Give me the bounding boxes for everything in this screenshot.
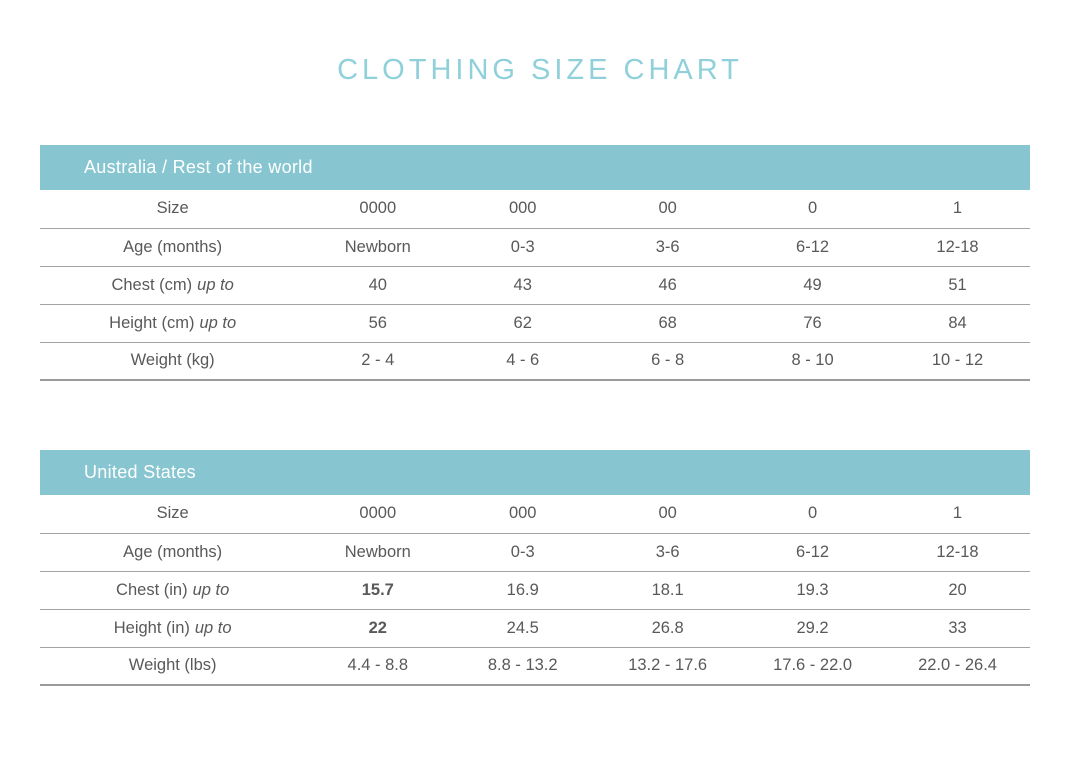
row-label [40, 571, 305, 609]
size-cell: 0000 [305, 190, 450, 228]
size-cell: 29.2 [740, 609, 885, 647]
size-cell: 6 - 8 [595, 342, 740, 380]
size-cell: 33 [885, 609, 1030, 647]
size-cell: 84 [885, 304, 1030, 342]
size-cell: 46 [595, 266, 740, 304]
region-band-united-states [40, 450, 1030, 495]
size-cell: 0-3 [450, 533, 595, 571]
size-cell: 4.4 - 8.8 [305, 647, 450, 685]
size-cell: Newborn [305, 533, 450, 571]
row-label-text: Size [156, 504, 189, 523]
size-cell: 68 [595, 304, 740, 342]
table-row-weight [40, 342, 1030, 380]
region-band-australia [40, 145, 1030, 190]
size-cell: 43 [450, 266, 595, 304]
size-cell: 8.8 - 13.2 [450, 647, 595, 685]
size-cell: 1 [885, 495, 1030, 533]
region-label: Australia / Rest of the world [84, 157, 313, 177]
size-cell: 62 [450, 304, 595, 342]
row-label-text: Chest (in) [116, 580, 188, 599]
size-cell: 56 [305, 304, 450, 342]
size-cell: 18.1 [595, 571, 740, 609]
page-title: CLOTHING SIZE CHART [337, 54, 743, 86]
size-cell: 3-6 [595, 533, 740, 571]
size-cell: 4 - 6 [450, 342, 595, 380]
size-cell: 2 - 4 [305, 342, 450, 380]
size-cell: 00 [595, 495, 740, 533]
size-cell: 0 [740, 495, 885, 533]
size-cell: 13.2 - 17.6 [595, 647, 740, 685]
table-row-size [40, 190, 1030, 228]
row-label-text: Height (in) [113, 618, 190, 637]
size-cell: 22 [305, 609, 450, 647]
table-row-height [40, 304, 1030, 342]
row-label [40, 533, 305, 571]
size-cell: 15.7 [305, 571, 450, 609]
size-cell: 24.5 [450, 609, 595, 647]
size-cell: 12-18 [885, 228, 1030, 266]
row-label-qualifier: up to [194, 618, 232, 637]
size-cell: 19.3 [740, 571, 885, 609]
row-label [40, 609, 305, 647]
row-label [40, 304, 305, 342]
row-label [40, 266, 305, 304]
row-label-qualifier: up to [192, 580, 230, 599]
size-table-united-states [40, 450, 1030, 686]
row-label [40, 647, 305, 685]
row-label-qualifier: up to [197, 275, 234, 294]
size-cell: 16.9 [450, 571, 595, 609]
row-label [40, 190, 305, 228]
size-cell: 3-6 [595, 228, 740, 266]
table-row-age [40, 533, 1030, 571]
size-cell: 51 [885, 266, 1030, 304]
size-cell: 1 [885, 190, 1030, 228]
size-cell: 40 [305, 266, 450, 304]
row-label-text: Chest (cm) [111, 275, 193, 294]
size-cell: 0-3 [450, 228, 595, 266]
row-label [40, 495, 305, 533]
size-grid-australia [40, 190, 1030, 381]
region-label: United States [84, 462, 196, 482]
size-cell: 000 [450, 190, 595, 228]
size-cell: 12-18 [885, 533, 1030, 571]
row-label-text: Weight (lbs) [128, 656, 217, 675]
size-cell: 10 - 12 [885, 342, 1030, 380]
table-row-chest [40, 266, 1030, 304]
table-row-size [40, 495, 1030, 533]
size-cell: 6-12 [740, 533, 885, 571]
size-cell: 0000 [305, 495, 450, 533]
size-cell: 76 [740, 304, 885, 342]
row-label [40, 342, 305, 380]
row-label-text: Size [156, 199, 189, 218]
table-row-chest [40, 571, 1030, 609]
table-row-weight [40, 647, 1030, 685]
row-label-text: Height (cm) [109, 313, 195, 332]
row-label-text: Weight (kg) [130, 351, 215, 370]
size-cell: Newborn [305, 228, 450, 266]
size-cell: 20 [885, 571, 1030, 609]
size-cell: 22.0 - 26.4 [885, 647, 1030, 685]
size-cell: 000 [450, 495, 595, 533]
size-table-australia [40, 145, 1030, 381]
table-row-height [40, 609, 1030, 647]
size-cell: 6-12 [740, 228, 885, 266]
row-label-qualifier: up to [199, 313, 237, 332]
size-cell: 49 [740, 266, 885, 304]
size-cell: 8 - 10 [740, 342, 885, 380]
row-label [40, 228, 305, 266]
size-grid-united-states [40, 495, 1030, 686]
size-cell: 17.6 - 22.0 [740, 647, 885, 685]
row-label-text: Age (months) [123, 237, 223, 256]
size-cell: 00 [595, 190, 740, 228]
size-cell: 0 [740, 190, 885, 228]
table-row-age [40, 228, 1030, 266]
row-label-text: Age (months) [123, 542, 223, 561]
size-cell: 26.8 [595, 609, 740, 647]
